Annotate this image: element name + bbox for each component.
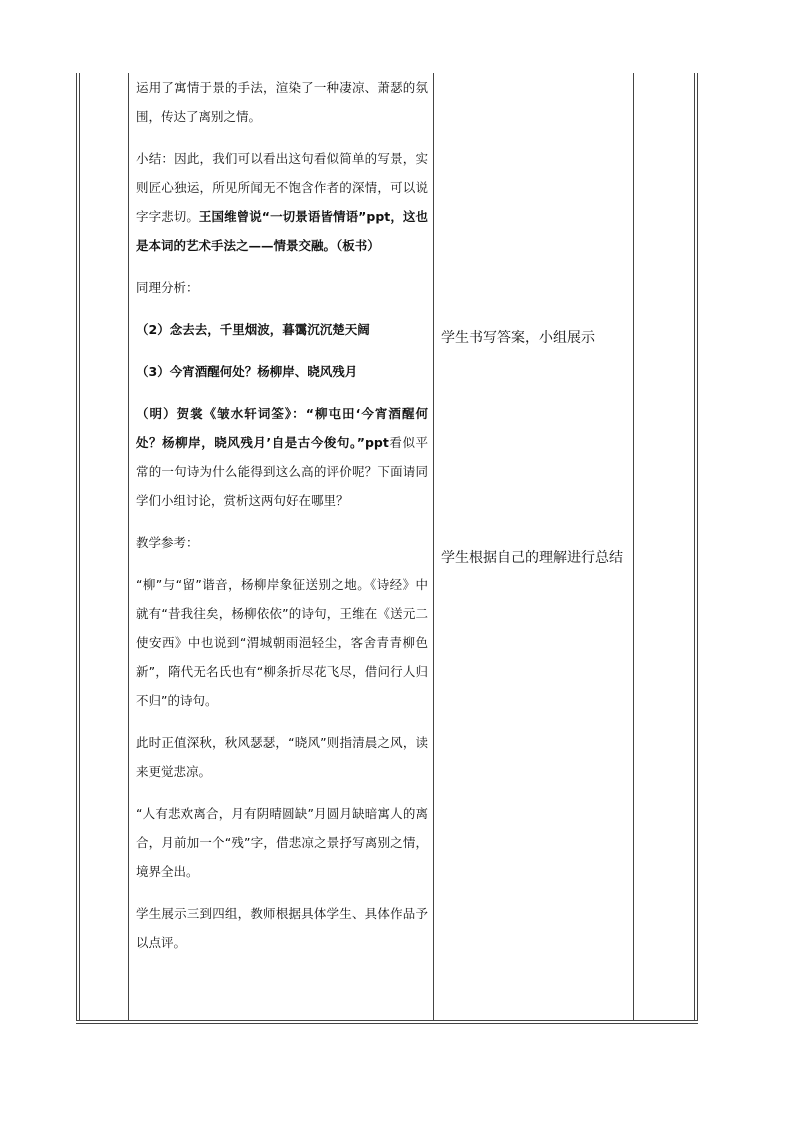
- paragraph-reference-heading: 教学参考：: [136, 535, 199, 550]
- quote-question-text: 看似平常的一句诗为什么能得到这么高的评价呢？下面请同学们小组讨论，赏析这两句好在哪里？: [136, 435, 428, 508]
- paragraph-line-2: （2）念去去，千里烟波，暮霭沉沉楚天阔: [136, 322, 370, 337]
- paragraph-summary: [136, 144, 428, 260]
- paragraph-waning-moon: “人有悲欢离合，月有阴晴圆缺”月圆月缺暗寓人的离合，月前加一个“残”字，借悲凉之景抒写离别之情，境界全出。: [136, 806, 428, 879]
- column-divider-1: [128, 73, 129, 1020]
- table-right-border: [697, 73, 698, 1020]
- paragraph-line-3: （3）今宵酒醒何处？杨柳岸、晓风残月: [136, 364, 358, 379]
- table-left-border: [76, 73, 77, 1020]
- paragraph-willow-meaning: “柳”与“留”谐音，杨柳岸象征送别之地。《诗经》中就有“昔我往矣，杨柳依依”的诗句，王维在《送元二使安西》中也说到“渭城朝雨浥轻尘，客舍青青柳色新”，隋代无名氏也有“柳条折尽花飞尽，借问行人归不归”的诗句。: [136, 577, 428, 708]
- paragraph-student-showcase: 学生展示三到四组，教师根据具体学生、具体作品予以点评。: [136, 906, 428, 950]
- table-right-border-inner: [694, 73, 695, 1020]
- table-bottom-border: [76, 1020, 698, 1021]
- paragraph-scene-emotion: 运用了寓情于景的手法，渲染了一种凄凉、萧瑟的氛围，传达了离别之情。: [136, 80, 428, 124]
- student-activity-note-1: 学生书写答案，小组展示: [441, 330, 595, 346]
- table-left-border-inner: [79, 73, 80, 1020]
- column-divider-2: [433, 73, 434, 1020]
- student-activity-note-2: 学生根据自己的理解进行总结: [441, 550, 623, 566]
- summary-text: 小结：因此，我们可以看出这句看似简单的写景，实则匠心独运，所见所闻无不饱含作者的深情，可以说字字悲切。: [136, 151, 428, 224]
- quote-bold-text: （明）贺裳《皱水轩词筌》：“柳屯田‘今宵酒醒何处？杨柳岸，晓风残月’自是古今俊句。”ppt: [136, 406, 428, 450]
- paragraph-autumn-wind: 此时正值深秋，秋风瑟瑟，“晓风”则指清晨之风，读来更觉悲凉。: [136, 735, 428, 779]
- paragraph-analysis-heading: 同理分析：: [136, 280, 199, 295]
- teaching-content-column: [136, 73, 428, 970]
- column-divider-3: [633, 73, 634, 1020]
- paragraph-quote-evaluation: [136, 399, 428, 515]
- table-bottom-border-double: [76, 1023, 698, 1024]
- summary-bold-text: 王国维曾说“一切景语皆情语”ppt，这也是本词的艺术手法之——情景交融。（板书）: [136, 209, 428, 253]
